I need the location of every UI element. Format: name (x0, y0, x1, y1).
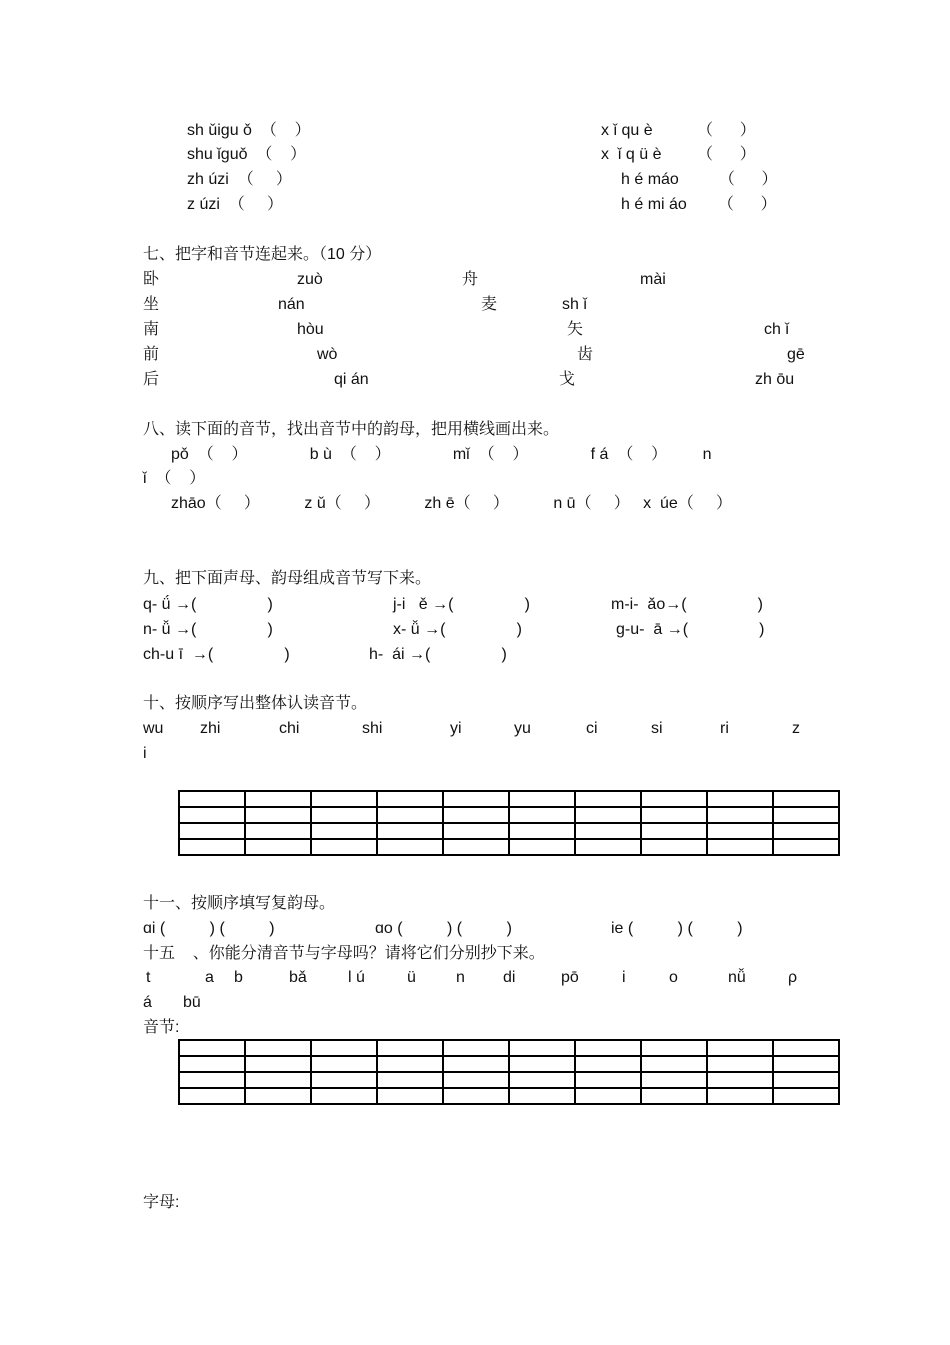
s9-r2-1: n- ǚ →( ) (143, 621, 273, 638)
s9-r3-2: h- ái →( ) (369, 646, 507, 663)
s6-right-1: x ǐ qu è （ ） (601, 122, 756, 139)
s6-left-1: sh ǔigu ǒ （ ） (187, 122, 311, 139)
s7-pinyin-4: wò (317, 346, 338, 363)
letter-label: 字母: (143, 1194, 180, 1211)
s9-r3-1: ch-u ī →( ) (143, 646, 290, 663)
s10-wrap: i (143, 745, 147, 762)
s10-syl-5: yi (450, 720, 462, 737)
s7-pinyin-1: zuò (297, 271, 323, 288)
s15-item-3: b (234, 969, 243, 986)
s15-item-9: pō (561, 969, 579, 986)
s11-item-1: ɑi ( ) ( ) (143, 920, 275, 937)
section11-title: 十一、按顺序填写复韵母。 (143, 895, 336, 912)
s15-item-4: bǎ (289, 969, 307, 986)
s6-left-2: shu ǐguǒ （ ） (187, 146, 307, 163)
s9-r1-3: m-i- ǎo→( ) (611, 596, 764, 613)
s9-r1-1: q- ǘ →( ) (143, 596, 273, 613)
s7-char2-4: 齿 (577, 346, 594, 363)
section10-title: 十、按顺序写出整体认读音节。 (143, 695, 368, 712)
s7-pinyin-3: hòu (297, 321, 324, 338)
s7-pinyin2-3: ch ǐ (764, 321, 789, 338)
section9-title: 九、把下面声母、韵母组成音节写下来。 (143, 570, 432, 587)
s6-left-3: zh úzi （ ） (187, 171, 292, 188)
s10-syl-7: ci (586, 720, 598, 737)
s7-char2-3: 矢 (567, 321, 584, 338)
s7-char-1: 卧 (143, 271, 160, 288)
section8-title: 八、读下面的音节，找出音节中的韵母，把用横线画出来。 (143, 421, 560, 438)
s8-line-2: ǐ （ ） (143, 470, 206, 487)
s15-item-12: nǚ (728, 969, 746, 986)
s8-line-1: pǒ （ ） b ù （ ） mǐ （ ） f á （ ） n (171, 446, 712, 463)
s6-right-2: x ǐ q ü è （ ） (601, 146, 756, 163)
s7-char-4: 前 (143, 346, 160, 363)
s9-r1-2: j-i ě →( ) (393, 596, 530, 613)
s7-char2-5: 戈 (559, 371, 576, 388)
s9-r2-2: x- ǚ →( ) (393, 621, 522, 638)
s10-syl-8: si (651, 720, 663, 737)
s10-syl-9: ri (720, 720, 729, 737)
s7-pinyin-2: nán (278, 296, 305, 313)
s7-char2-1: 舟 (462, 271, 479, 288)
s7-char2-2: 麦 (481, 296, 498, 313)
s6-right-3: h é máo （ ） (621, 171, 778, 188)
s15-wrap: á bū (143, 994, 201, 1011)
writing-grid-2[interactable] (178, 1039, 840, 1105)
s7-pinyin2-4: gē (787, 346, 805, 363)
s15-item-11: o (669, 969, 678, 986)
s10-syl-2: zhi (200, 720, 221, 737)
s7-pinyin2-5: zh ōu (755, 371, 795, 388)
s15-item-2: a (205, 969, 214, 986)
s15-item-13: ρ (788, 969, 798, 986)
s7-char-5: 后 (143, 371, 160, 388)
s10-syl-3: chi (279, 720, 300, 737)
s11-item-3: ie ( ) ( ) (611, 920, 743, 937)
s15-item-5: l ú (348, 969, 365, 986)
section15-title: 十五 、你能分清音节与字母吗？请将它们分别抄下来。 (143, 945, 545, 962)
s15-item-6: ü (407, 969, 416, 986)
section7-title: 七、把字和音节连起来。（10 分） (143, 246, 382, 263)
s7-char-2: 坐 (143, 296, 160, 313)
s10-syl-10: z (792, 720, 800, 737)
s15-item-7: n (456, 969, 465, 986)
writing-grid-1[interactable] (178, 790, 840, 856)
s7-pinyin2-2: sh ǐ (562, 296, 587, 313)
s6-left-4: z úzi （ ） (187, 196, 284, 213)
s9-r2-3: g-u- ā →( ) (616, 621, 765, 638)
s10-syl-4: shi (362, 720, 383, 737)
s8-line-3: zhāo（ ） z ǔ（ ） zh ē（ ） n ū（ ） x úe（ ） (171, 495, 733, 512)
s10-syl-6: yu (514, 720, 531, 737)
syllable-label: 音节: (143, 1019, 180, 1036)
s15-item-10: i (622, 969, 626, 986)
s7-pinyin2-1: mài (640, 271, 666, 288)
s7-char-3: 南 (143, 321, 160, 338)
s7-pinyin-5: qi án (334, 371, 369, 388)
s15-item-8: di (503, 969, 516, 986)
s10-syl-1: wu (143, 720, 164, 737)
s15-item-1: t (146, 969, 151, 986)
s11-item-2: ɑo ( ) ( ) (375, 920, 512, 937)
s6-right-4: h é mi áo （ ） (621, 196, 777, 213)
